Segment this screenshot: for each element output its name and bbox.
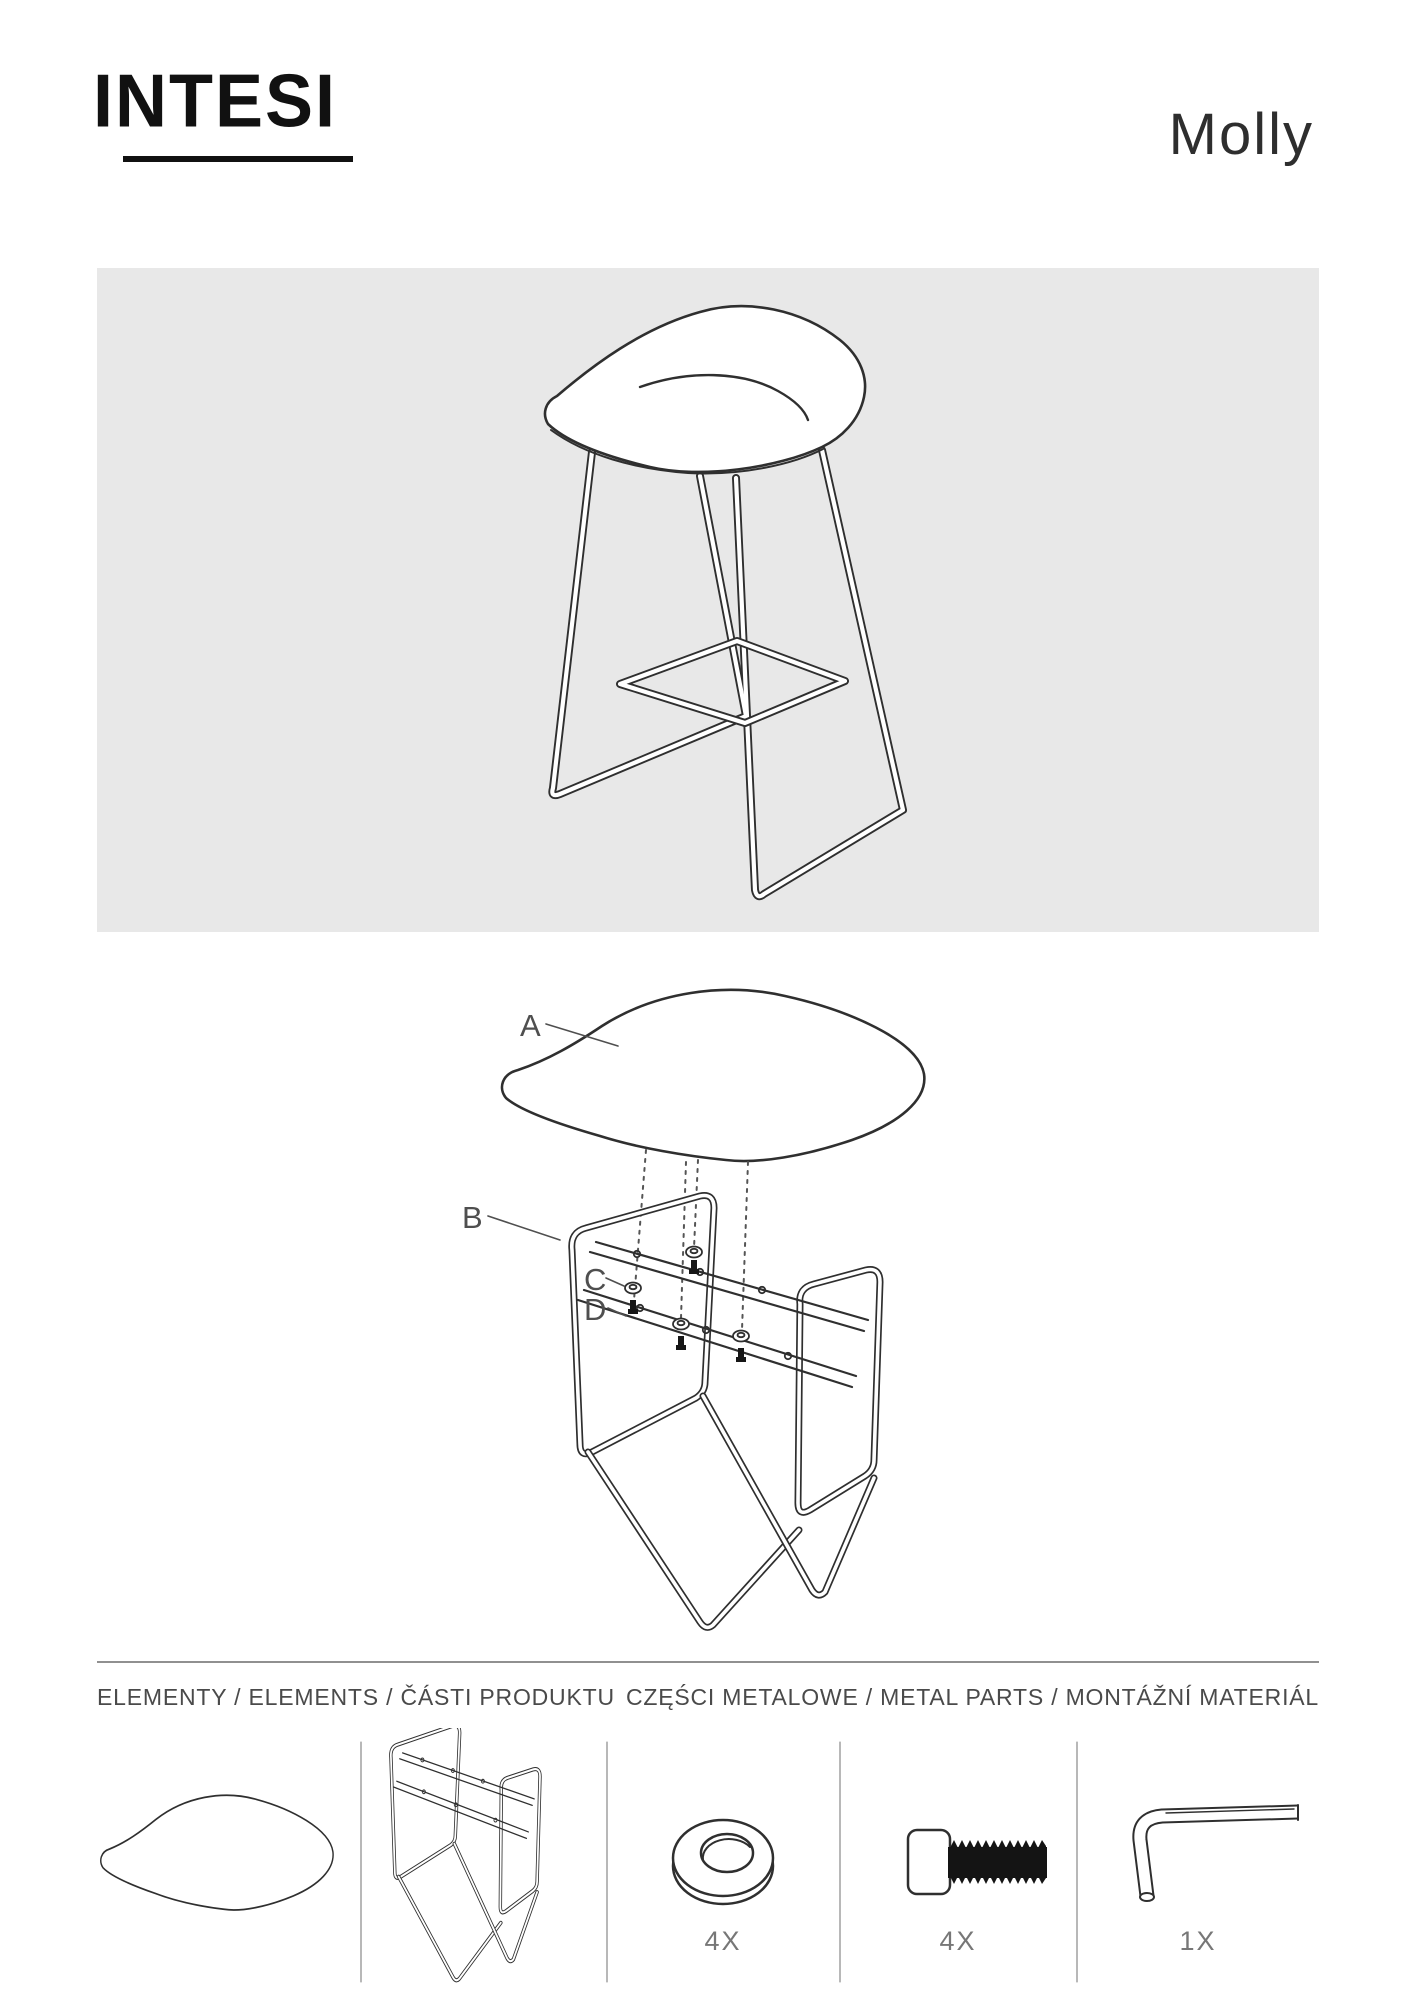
- product-name: Molly: [1168, 102, 1314, 167]
- hero-panel: [97, 268, 1319, 932]
- brand-logo: [93, 59, 373, 174]
- stool-seat: [545, 306, 865, 473]
- washer-count-label: 4X: [704, 1926, 742, 1956]
- brand-logo-text: INTESI: [93, 59, 338, 144]
- exploded-assembly-diagram: [350, 975, 990, 1665]
- washer-part-icon: [673, 1820, 773, 1904]
- bolt-count-label: 4X: [939, 1926, 977, 1956]
- allen-key-count-label: 1X: [1179, 1926, 1217, 1956]
- allen-key-part-icon: [1140, 1805, 1298, 1901]
- exploded-seat-part: [502, 990, 924, 1161]
- exploded-washers: [625, 1247, 749, 1342]
- brand-logo-underline: [123, 156, 353, 162]
- elements-section-header: ELEMENTY / ELEMENTS / ČÁSTI PRODUKTU: [97, 1684, 615, 1710]
- label-part-c: C: [584, 1262, 607, 1297]
- parts-legend-strip: [97, 1728, 1319, 1990]
- label-part-a: A: [520, 1008, 541, 1043]
- alignment-dashed-lines: [634, 1150, 748, 1330]
- exploded-frame-part: [572, 1196, 880, 1628]
- metal-parts-section-header: CZĘŚCI METALOWE / METAL PARTS / MONTÁŽNÍ MATERIÁL: [625, 1684, 1319, 1710]
- label-part-d: D: [584, 1292, 607, 1327]
- stool-legs: [552, 450, 903, 896]
- assembled-stool-illustration: [97, 268, 1319, 932]
- label-part-b: B: [462, 1200, 483, 1235]
- bolt-part-icon: [908, 1830, 1047, 1894]
- legend-divider-line: [97, 1661, 1319, 1663]
- frame-part-icon: [391, 1728, 540, 1980]
- seat-part-icon: [101, 1795, 333, 1910]
